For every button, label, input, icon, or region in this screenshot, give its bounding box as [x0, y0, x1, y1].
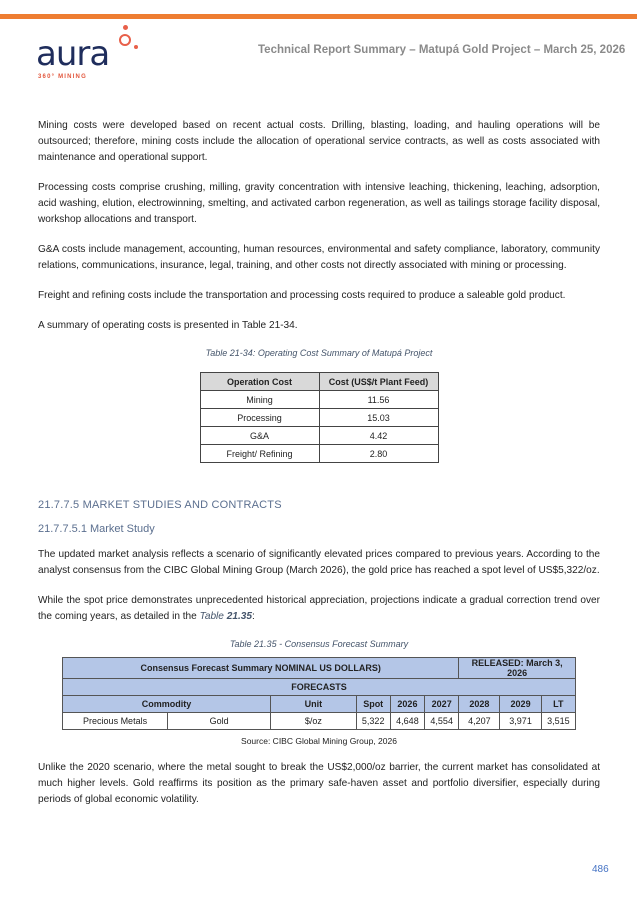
- table-cell: 2.80: [319, 445, 438, 463]
- table-header-row: [200, 373, 438, 391]
- paragraph-forecast-intro: [38, 593, 600, 625]
- table-row: [200, 445, 438, 463]
- table-cell: 15.03: [319, 409, 438, 427]
- forecasts-label: FORECASTS: [63, 679, 576, 696]
- column-header-lt: LT: [541, 696, 575, 713]
- aura-logo: [36, 20, 156, 82]
- table-21-34-caption: Table 21-34: Operating Cost Summary of Matupá Project: [205, 348, 433, 358]
- table-cell-unit: $/oz: [271, 713, 356, 730]
- document-header-title: Technical Report Summary – Matupá Gold Project – March 25, 2026: [258, 44, 626, 56]
- operating-cost-table: [200, 372, 439, 463]
- table-reference-label: Table: [199, 611, 227, 622]
- column-header-spot: Spot: [356, 696, 390, 713]
- page-number: 486: [592, 864, 609, 875]
- page-content: [38, 118, 600, 822]
- table-row: [200, 427, 438, 445]
- table-title-row: [63, 658, 576, 679]
- released-date: RELEASED: March 3, 2026: [459, 658, 576, 679]
- table-21-35-caption: Table 21.35 - Consensus Forecast Summary: [229, 639, 409, 649]
- table-reference-number: 21.35: [226, 611, 252, 622]
- paragraph-processing-costs: Processing costs comprise crushing, milling, gravity concentration with intensive leaching, thickening, leaching, adsorption, acid washing, elution, electrowinning, smelting, and activated carbon regeneration, as well as tailings storage facility disposal, workshop allocations and transport.: [38, 182, 600, 225]
- header-accent-bar: [0, 14, 637, 19]
- subsection-heading: 21.7.7.5.1 Market Study: [38, 523, 155, 535]
- table-cell: 4.42: [319, 427, 438, 445]
- column-header-unit: Unit: [271, 696, 356, 713]
- table-cell: G&A: [200, 427, 319, 445]
- column-header: Operation Cost: [200, 373, 319, 391]
- column-header-2027: 2027: [425, 696, 459, 713]
- table-cell: Mining: [200, 391, 319, 409]
- table-cell-group: Precious Metals: [63, 713, 168, 730]
- column-header-2029: 2029: [500, 696, 541, 713]
- paragraph-text: While the spot price demonstrates unprecedented historical appreciation, projections indicate a gradual correction trend over the coming years, as detailed in the: [38, 595, 600, 622]
- table-cell-2026: 4,648: [390, 713, 424, 730]
- table-source-note: Source: CIBC Global Mining Group, 2026: [241, 736, 397, 746]
- column-header-2028: 2028: [459, 696, 500, 713]
- column-header-commodity: Commodity: [63, 696, 271, 713]
- paragraph-text: :: [252, 611, 255, 622]
- paragraph-closing: Unlike the 2020 scenario, where the metal sought to break the US$2,000/oz barrier, the current market has consolidated at much higher levels. Gold reaffirms its position as the primary safe-haven asset and portfolio diversifier, especially during periods of global economic volatility.: [38, 762, 600, 805]
- table-header-row: [63, 696, 576, 713]
- table-cell-spot: 5,322: [356, 713, 390, 730]
- logo-ring-icon: [119, 34, 131, 46]
- table-cell-2027: 4,554: [425, 713, 459, 730]
- paragraph-mining-costs: Mining costs were developed based on recent actual costs. Drilling, blasting, loading, and hauling operations will be outsourced; therefore, mining costs include the allocation of operational service contracts, as well as costs associated with maintenance and operational support.: [38, 120, 600, 163]
- paragraph-freight-costs: Freight and refining costs include the transportation and processing costs required to produce a saleable gold product.: [38, 290, 566, 301]
- paragraph-summary-intro: A summary of operating costs is presented in Table 21-34.: [38, 320, 298, 331]
- table-cell: 11.56: [319, 391, 438, 409]
- logo-dot-icon: [134, 45, 138, 49]
- paragraph-ga-costs: G&A costs include management, accounting, human resources, environmental and safety compliance, laboratory, community relations, communications, insurance, legal, training, and other costs not directly associated with mining or processing.: [38, 244, 600, 271]
- table-reference-link[interactable]: [200, 611, 252, 622]
- column-header: Cost (US$/t Plant Feed): [319, 373, 438, 391]
- table-cell: Processing: [200, 409, 319, 427]
- logo-dot-icon: [123, 25, 128, 30]
- consensus-forecast-table: [62, 657, 576, 730]
- table-cell-2028: 4,207: [459, 713, 500, 730]
- table-cell: Freight/ Refining: [200, 445, 319, 463]
- logo-tagline: 360° MINING: [38, 74, 87, 80]
- table-row: [63, 713, 576, 730]
- table-row: [200, 391, 438, 409]
- table-cell-lt: 3,515: [541, 713, 575, 730]
- paragraph-market-study: The updated market analysis reflects a scenario of significantly elevated prices compared to previous years. According to the analyst consensus from the CIBC Global Mining Group (March 2026), the gold price has reached a spot level of US$5,322/oz.: [38, 549, 600, 576]
- section-heading: 21.7.7.5 MARKET STUDIES AND CONTRACTS: [38, 499, 282, 511]
- table-row: [200, 409, 438, 427]
- column-header-2026: 2026: [390, 696, 424, 713]
- table-forecasts-row: [63, 679, 576, 696]
- table-cell-commodity: Gold: [168, 713, 271, 730]
- table-title: Consensus Forecast Summary NOMINAL US DOLLARS): [63, 658, 459, 679]
- logo-wordmark: aura: [36, 34, 110, 74]
- table-cell-2029: 3,971: [500, 713, 541, 730]
